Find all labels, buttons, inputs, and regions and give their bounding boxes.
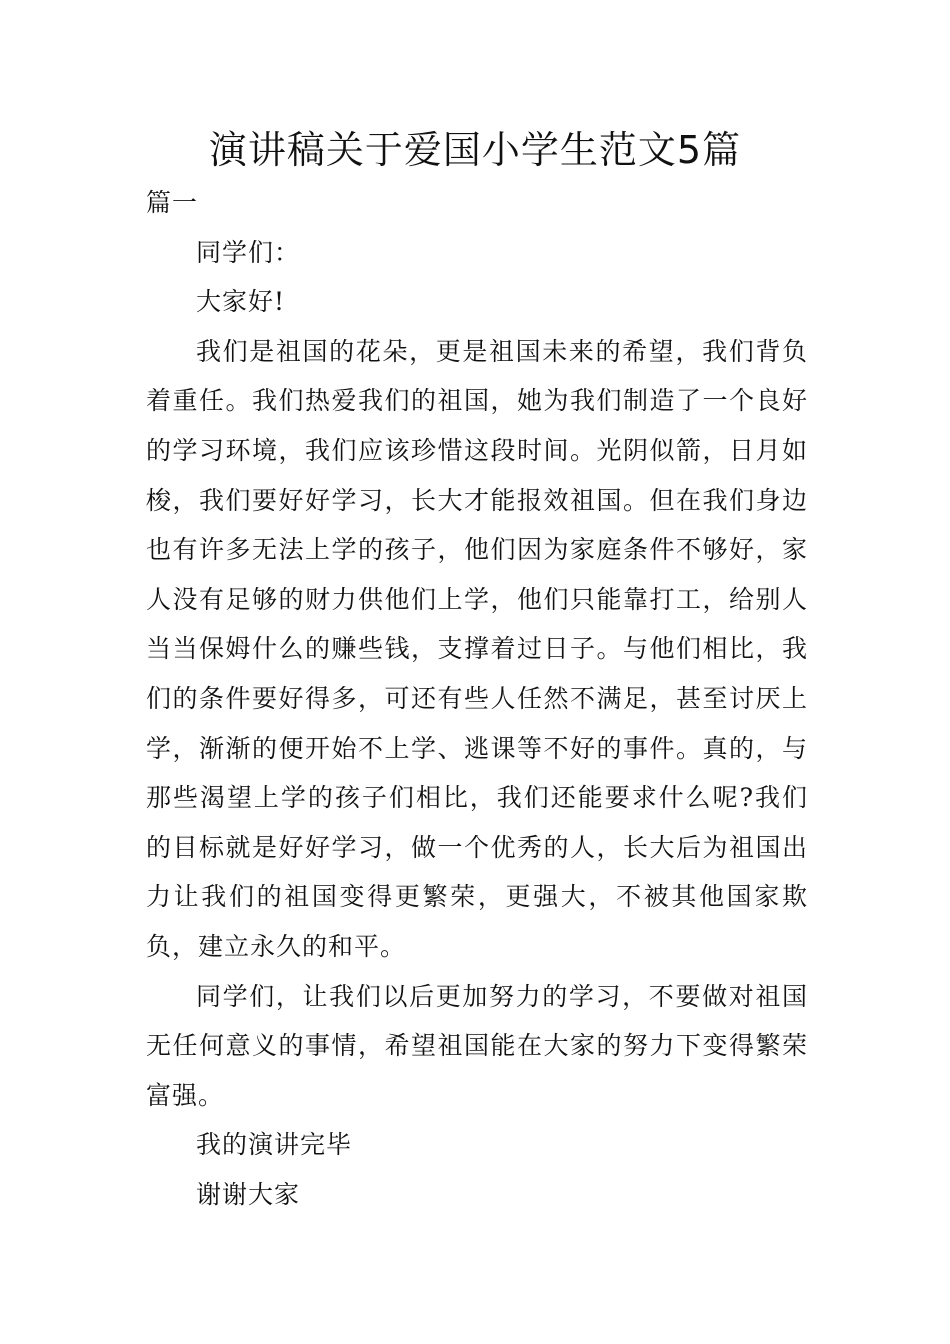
- body-paragraph: 我们是祖国的花朵，更是祖国未来的希望，我们背负着重任。我们热爱我们的祖国，她为我们制造了一个良好的学习环境，我们应该珍惜这段时间。光阴似箭，日月如梭，我们要好好学习，长大才能报效祖国。但在我们身边也有许多无法上学的孩子，他们因为家庭条件不够好，家人没有足够的财力供他们上学，他们只能靠打工，给别人当当保姆什么的赚些钱，支撑着过日子。与他们相比，我们的条件要好得多，可还有些人任然不满足，甚至讨厌上学，渐渐的便开始不上学、逃课等不好的事件。真的，与那些渴望上学的孩子们相比，我们还能要求什么呢?我们的目标就是好好学习，做一个优秀的人，长大后为祖国出力让我们的祖国变得更繁荣，更强大，不被其他国家欺负，建立永久的和平。: [146, 336, 808, 961]
- greeting: 大家好!: [196, 287, 286, 317]
- closing-line: 谢谢大家: [196, 1179, 301, 1209]
- section-label: 篇一: [146, 188, 199, 217]
- body-paragraph: 同学们，让我们以后更加努力的学习，不要做对祖国无任何意义的事情，希望祖国能在大家的努力下变得繁荣富强。: [146, 981, 808, 1110]
- salutation: 同学们：: [196, 237, 301, 267]
- document-title: 演讲稿关于爱国小学生范文5篇: [208, 128, 742, 172]
- document-body: [146, 178, 808, 1219]
- closing-line: 我的演讲完毕: [196, 1130, 353, 1160]
